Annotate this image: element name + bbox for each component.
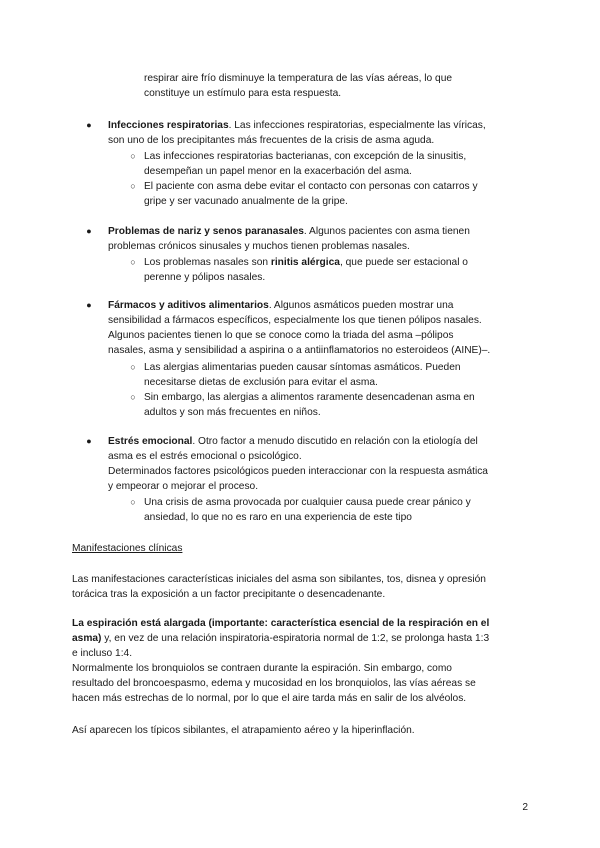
paragraph: La espiración está alargada (importante: característica esencial de la respiración en el asma) y, en vez de una relación inspiratoria-espiratoria normal de 1:2, se prolonga hasta 1:3 e incluso 1:4. Normalmente los bronquiolos se contraen durante la espiración. Sin embargo, como resultado del broncoespasmo, edema y mucosidad en los bronquiolos, las vías aéreas se hacen más estrechas de lo normal, por lo que el aire tarda más en salir de los alvéolos.: [72, 618, 490, 704]
list-item-nariz: Problemas de nariz y senos paranasales. Algunos pacientes con asma tienen problemas crónicos sinusales y muchos tienen problemas nasales.: [108, 226, 470, 252]
paragraph: Las manifestaciones características iniciales del asma son sibilantes, tos, disnea y opresión torácica tras la exposición a un factor precipitante o desencadenante.: [72, 574, 486, 600]
section-title: Manifestaciones clínicas: [72, 543, 183, 554]
sub-item: Las alergias alimentarias pueden causar síntomas asmáticos. Pueden necesitarse dietas de exclusión para evitar el asma.: [144, 362, 461, 388]
sub-item: El paciente con asma debe evitar el contacto con personas con catarros y gripe y ser vacunado anualmente de la gripe.: [144, 181, 478, 207]
paragraph: Así aparecen los típicos sibilantes, el atrapamiento aéreo y la hiperinflación.: [72, 725, 415, 736]
sub-bullet-icon: ○: [130, 497, 136, 507]
list-item-farmacos: Fármacos y aditivos alimentarios. Algunos asmáticos pueden mostrar una sensibilidad a fármacos específicos, especialmente los que tienen pólipos nasales. Algunos pacientes tienen lo que se conoce como la triada del asma –pólipos nasales, asma y sensibilidad a aspirina o a antiinflamatorios no esteroideos (AINE)–.: [108, 300, 491, 356]
list-item-infecciones: Infecciones respiratorias. Las infecciones respiratorias, especialmente las víricas, son uno de los precipitantes más frecuentes de la crisis de asma aguda.: [108, 120, 486, 146]
list-item-estres: Estrés emocional. Otro factor a menudo discutido en relación con la etiología del asma es el estrés emocional o psicológico. Determinados factores psicológicos pueden interaccionar con la respuesta asmática y empeorar o mejorar el proceso.: [108, 436, 488, 492]
bullet-icon: ●: [86, 226, 92, 236]
intro-text: respirar aire frío disminuye la temperatura de las vías aéreas, lo que constituye un estímulo para esta respuesta.: [144, 73, 453, 99]
sub-bullet-icon: ○: [130, 392, 136, 402]
sub-bullet-icon: ○: [130, 362, 136, 372]
bullet-icon: ●: [86, 436, 92, 446]
sub-item: Sin embargo, las alergias a alimentos raramente desencadenan asma en adultos y son más frecuentes en niños.: [144, 392, 475, 418]
sub-item: Una crisis de asma provocada por cualquier causa puede crear pánico y ansiedad, lo que no es raro en una experiencia de este tipo: [144, 497, 471, 523]
bullet-icon: ●: [86, 120, 92, 130]
sub-bullet-icon: ○: [130, 257, 136, 267]
sub-bullet-icon: ○: [130, 181, 136, 191]
bullet-icon: ●: [86, 300, 92, 310]
page-number: 2: [522, 802, 528, 813]
sub-bullet-icon: ○: [130, 151, 136, 161]
sub-item: Los problemas nasales son rinitis alérgica, que puede ser estacional o perenne y pólipos nasales.: [144, 257, 468, 283]
sub-item: Las infecciones respiratorias bacterianas, con excepción de la sinusitis, desempeñan un papel menor en la exacerbación del asma.: [144, 151, 467, 177]
